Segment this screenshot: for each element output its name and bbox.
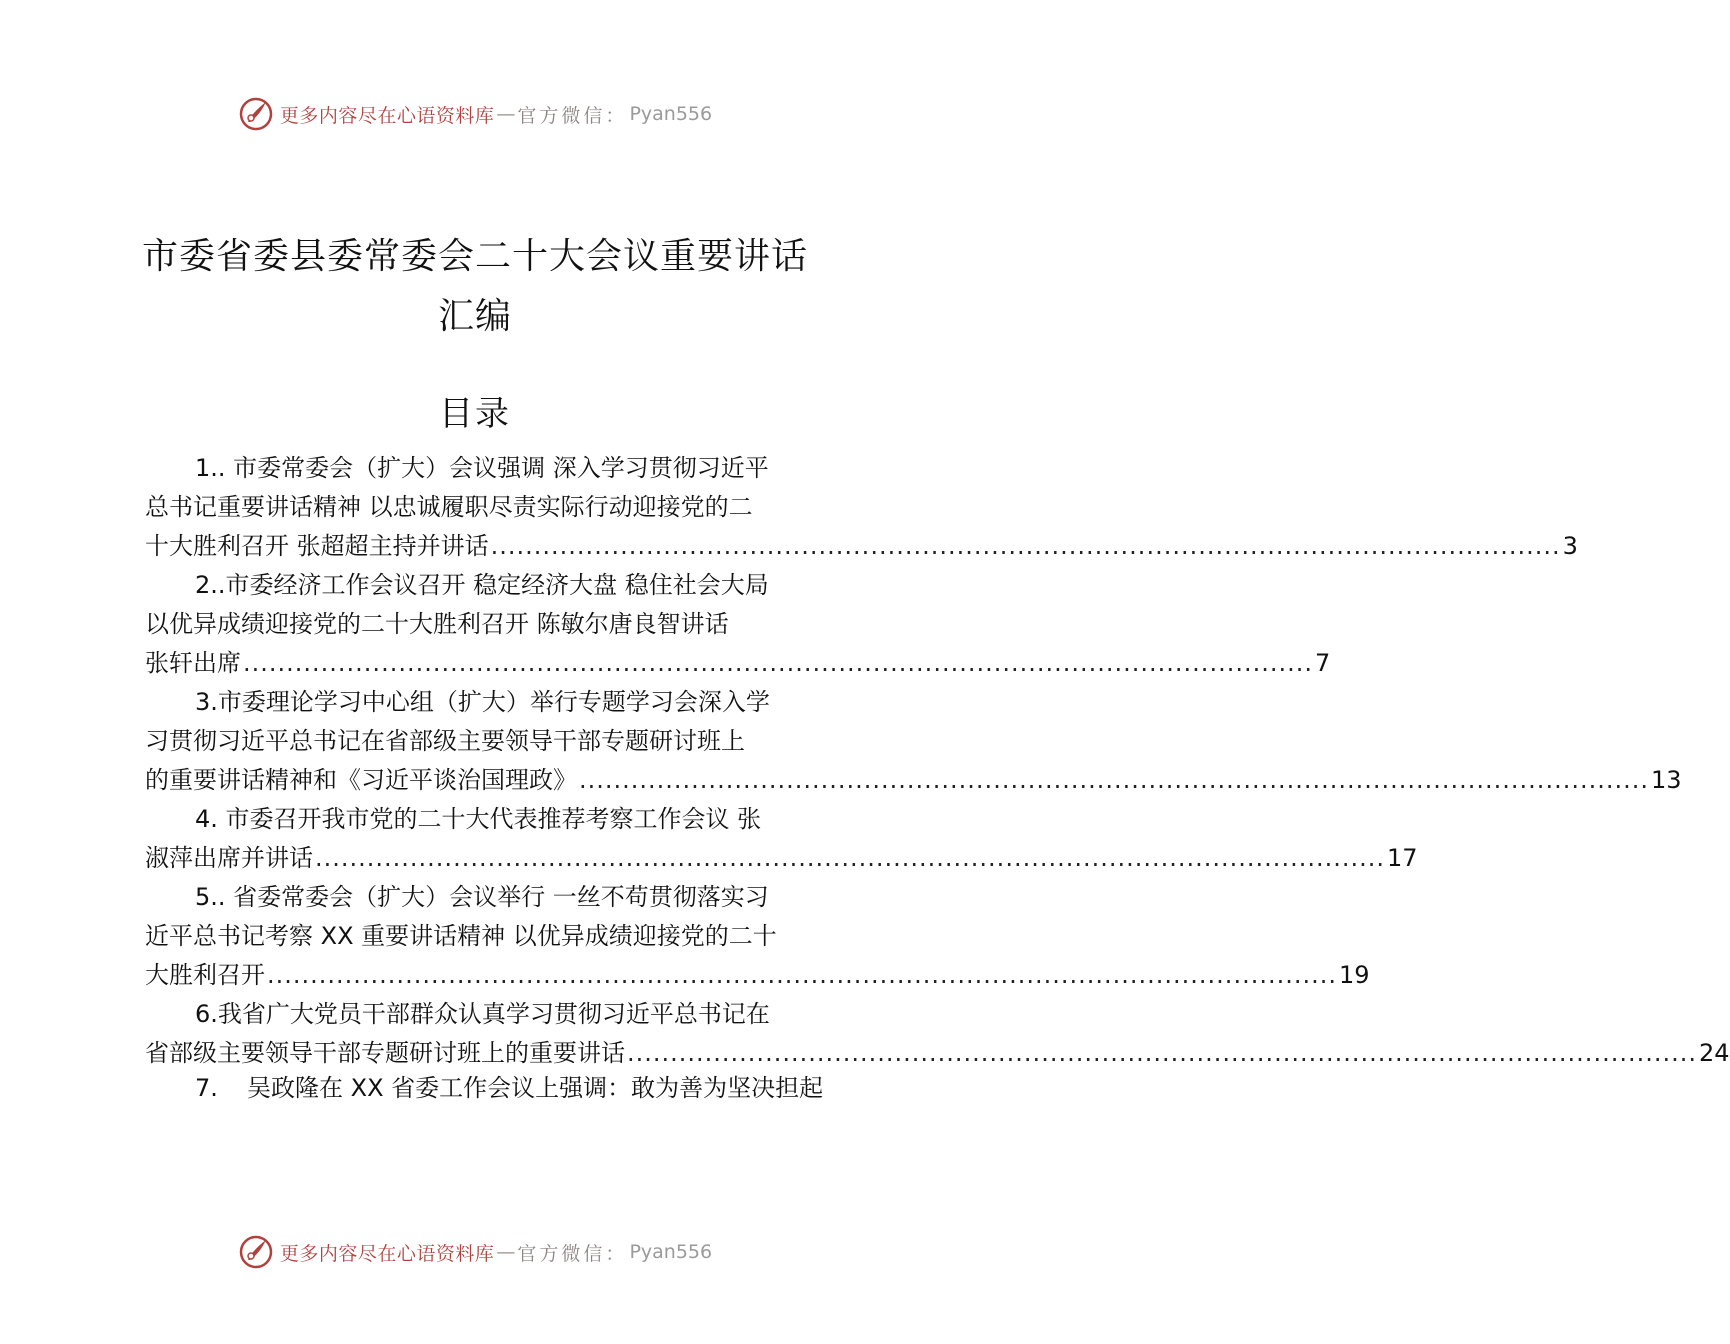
footer-banner (0, 1232, 950, 1272)
toc-item[interactable] (145, 878, 1370, 995)
banner-wechat-id: Pyan556 (629, 1241, 713, 1263)
toc-page-number: 3 (1562, 532, 1578, 560)
banner-separator: — (496, 1241, 516, 1263)
toc-item[interactable] (145, 800, 1418, 878)
toc-item-line: 5.. 省委常委会（扩大）会议举行 一丝不苟贯彻落实习 (195, 883, 769, 911)
toc-item-line: 总书记重要讲话精神 以忠诚履职尽责实际行动迎接党的二 (145, 493, 753, 521)
toc-page-number: 24 (1698, 1039, 1730, 1067)
toc-item[interactable] (145, 566, 1331, 683)
header-banner (0, 94, 950, 134)
toc-item-line: 省部级主要领导干部专题研讨班上的重要讲话 (145, 1039, 625, 1067)
toc-page-number: 13 (1650, 766, 1682, 794)
toc-item-line: 1.. 市委常委会（扩大）会议强调 深入学习贯彻习近平 (195, 454, 769, 482)
banner-text: 更多内容尽在心语资料库 (279, 1242, 495, 1265)
toc-page-number: 7 (1314, 649, 1331, 677)
quill-logo-icon (238, 96, 274, 132)
banner-separator: — (496, 103, 516, 125)
toc-leader-dots: ............................................................................................................................ (267, 961, 1337, 989)
toc-leader-dots: ............................................................................................................................ (315, 844, 1385, 872)
toc-item[interactable] (145, 995, 1730, 1073)
toc-item-line: 的重要讲话精神和《习近平谈治国理政》 (145, 766, 577, 794)
toc-page-number: 17 (1386, 844, 1418, 872)
toc-item-line: 以优异成绩迎接党的二十大胜利召开 陈敏尔唐良智讲话 (145, 610, 729, 638)
toc-item-line: 3.市委理论学习中心组（扩大）举行专题学习会深入学 (195, 688, 770, 716)
toc-item-line: 张轩出席 (145, 649, 241, 677)
table-of-contents (145, 449, 1730, 1073)
toc-item[interactable] (195, 1069, 823, 1108)
toc-page-number: 19 (1338, 961, 1370, 989)
quill-logo-icon (238, 1234, 274, 1270)
toc-item-line: 吴政隆在 XX 省委工作会议上强调：敢为善为坚决担起 (247, 1074, 824, 1102)
toc-leader-dots: ............................................................................................................................ (579, 766, 1649, 794)
banner-text: 更多内容尽在心语资料库 (279, 104, 495, 127)
toc-item-line: 淑萍出席并讲话 (145, 844, 313, 872)
toc-leader-dots: ............................................................................................................................ (243, 649, 1313, 677)
document-title-line1: 市委省委县委常委会二十大会议重要讲话 (141, 236, 808, 277)
banner-label: 官方微信： (517, 104, 628, 127)
toc-item-number: 7. (195, 1074, 218, 1102)
banner-wechat-id: Pyan556 (629, 103, 713, 125)
toc-leader-dots: ............................................................................................................................ (490, 532, 1561, 560)
toc-item-line: 2..市委经济工作会议召开 稳定经济大盘 稳住社会大局 (195, 571, 769, 599)
toc-item[interactable] (145, 449, 1578, 566)
toc-leader-dots: ............................................................................................................................ (627, 1039, 1697, 1067)
toc-item-line: 大胜利召开 (145, 961, 265, 989)
toc-item-line: 近平总书记考察 XX 重要讲话精神 以优异成绩迎接党的二十 (145, 922, 777, 950)
toc-item-line: 4. 市委召开我市党的二十大代表推荐考察工作会议 张 (195, 805, 762, 833)
toc-item-line: 习贯彻习近平总书记在省部级主要领导干部专题研讨班上 (145, 727, 745, 755)
toc-heading: 目录 (439, 394, 511, 434)
toc-item[interactable] (145, 683, 1682, 800)
document-title-line2: 汇编 (437, 296, 512, 337)
banner-label: 官方微信： (517, 1242, 628, 1265)
toc-item-line: 6.我省广大党员干部群众认真学习贯彻习近平总书记在 (195, 1000, 770, 1028)
toc-item-line: 十大胜利召开 张超超主持并讲话 (145, 532, 489, 560)
